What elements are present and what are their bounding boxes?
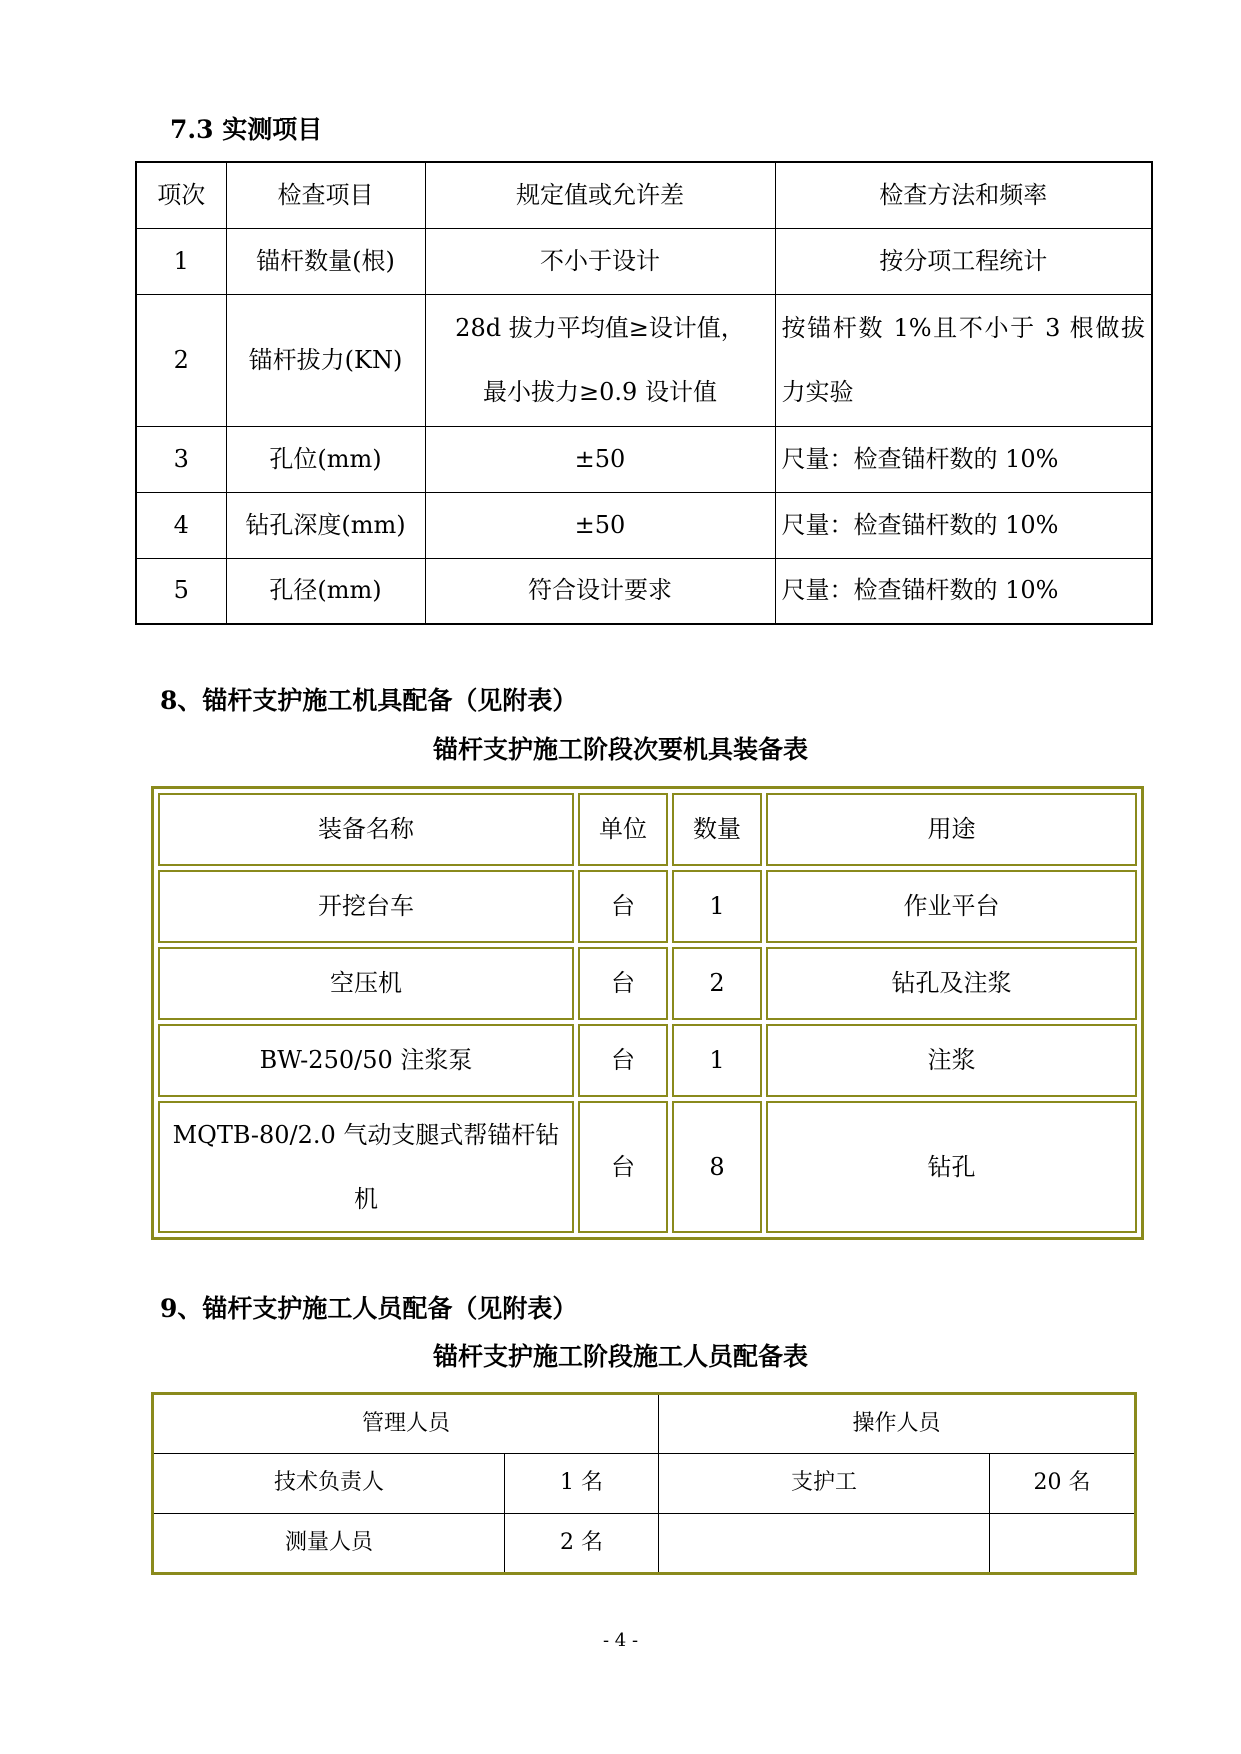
row-item: 钻孔深度(mm) (226, 492, 425, 558)
row-item: 锚杆拔力(KN) (226, 294, 425, 426)
section-8-heading: 8、锚杆支护施工机具配备（见附表） (160, 686, 578, 715)
equipment-unit: 台 (578, 1024, 668, 1097)
table-row (158, 1024, 1137, 1097)
row-spec: 符合设计要求 (425, 558, 775, 624)
row-item: 孔径(mm) (226, 558, 425, 624)
equipment-name: 空压机 (158, 947, 574, 1020)
header-management: 管理人员 (153, 1394, 659, 1454)
table-header-row (153, 1394, 1136, 1454)
row-method: 尺量：检查锚杆数的 10% (775, 492, 1152, 558)
header-qty: 数量 (672, 793, 762, 866)
equipment-table-caption: 锚杆支护施工阶段次要机具装备表 (432, 735, 808, 764)
row-no: 2 (136, 294, 226, 426)
op-role (659, 1514, 990, 1574)
row-no: 5 (136, 558, 226, 624)
equipment-name: MQTB-80/2.0 气动支腿式帮锚杆钻机 (158, 1101, 574, 1233)
header-operators: 操作人员 (659, 1394, 1136, 1454)
mgr-role: 技术负责人 (153, 1454, 505, 1514)
op-count: 20 名 (990, 1454, 1136, 1514)
equipment-name: BW-250/50 注浆泵 (158, 1024, 574, 1097)
equipment-table (151, 786, 1144, 1240)
row-method: 尺量：检查锚杆数的 10% (775, 558, 1152, 624)
row-method: 按分项工程统计 (775, 228, 1152, 294)
row-spec: 不小于设计 (425, 228, 775, 294)
equipment-qty: 1 (672, 1024, 762, 1097)
row-spec: ±50 (425, 426, 775, 492)
table-row (158, 1101, 1137, 1233)
header-spec: 规定值或允许差 (425, 162, 775, 228)
equipment-use: 注浆 (766, 1024, 1137, 1097)
equipment-unit: 台 (578, 870, 668, 943)
row-item: 锚杆数量(根) (226, 228, 425, 294)
row-method: 尺量：检查锚杆数的 10% (775, 426, 1152, 492)
equipment-qty: 8 (672, 1101, 762, 1233)
table-row (136, 492, 1152, 558)
table-row (153, 1514, 1136, 1574)
header-unit: 单位 (578, 793, 668, 866)
equipment-qty: 1 (672, 870, 762, 943)
table-row (136, 294, 1152, 426)
equipment-use: 钻孔 (766, 1101, 1137, 1233)
personnel-table (151, 1392, 1137, 1575)
page-number: - 4 - (602, 1630, 639, 1651)
mgr-role: 测量人员 (153, 1514, 505, 1574)
inspection-table (135, 161, 1153, 625)
equipment-unit: 台 (578, 1101, 668, 1233)
table-row (153, 1454, 1136, 1514)
equipment-unit: 台 (578, 947, 668, 1020)
equipment-use: 作业平台 (766, 870, 1137, 943)
row-item: 孔位(mm) (226, 426, 425, 492)
row-no: 3 (136, 426, 226, 492)
op-count (990, 1514, 1136, 1574)
equipment-name: 开挖台车 (158, 870, 574, 943)
row-spec-line: 最小拔力≥0.9 设计值 (483, 378, 717, 406)
table-row (136, 558, 1152, 624)
row-spec (425, 294, 775, 426)
equipment-use: 钻孔及注浆 (766, 947, 1137, 1020)
personnel-table-caption: 锚杆支护施工阶段施工人员配备表 (432, 1342, 808, 1371)
header-no: 项次 (136, 162, 226, 228)
mgr-count: 1 名 (505, 1454, 659, 1514)
equipment-qty: 2 (672, 947, 762, 1020)
header-name: 装备名称 (158, 793, 574, 866)
header-use: 用途 (766, 793, 1137, 866)
op-role: 支护工 (659, 1454, 990, 1514)
header-method: 检查方法和频率 (775, 162, 1152, 228)
table-row (136, 228, 1152, 294)
section-7-3-heading: 7.3 实测项目 (170, 115, 323, 144)
row-no: 4 (136, 492, 226, 558)
row-spec: ±50 (425, 492, 775, 558)
header-item: 检查项目 (226, 162, 425, 228)
table-header-row (136, 162, 1152, 228)
table-header-row (158, 793, 1137, 866)
row-method: 按锚杆数 1%且不小于 3 根做拔力实验 (775, 294, 1152, 426)
table-row (136, 426, 1152, 492)
table-row (158, 947, 1137, 1020)
table-row (158, 870, 1137, 943)
mgr-count: 2 名 (505, 1514, 659, 1574)
row-no: 1 (136, 228, 226, 294)
section-9-heading: 9、锚杆支护施工人员配备（见附表） (160, 1294, 578, 1323)
row-spec-line: 28d 拔力平均值≥设计值， (455, 314, 745, 342)
